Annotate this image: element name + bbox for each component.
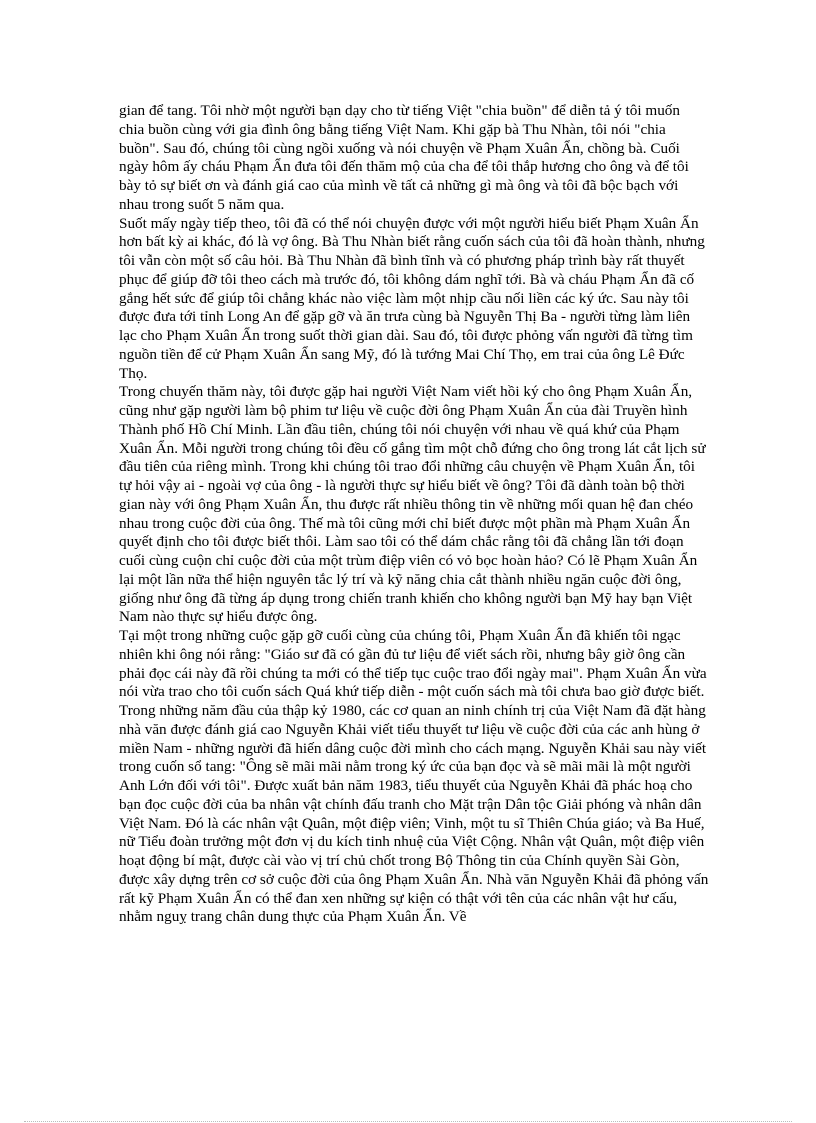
paragraph-3: Trong chuyến thăm này, tôi được gặp hai người Việt Nam viết hồi ký cho ông Phạm Xuân Ẩn, cũng như gặp người làm bộ phim tư liệu về cuộc đời ông Phạm Xuân Ẩn của đài Truyền hình Thành phố Hồ Chí Minh. Lần đầu tiên, chúng tôi nói chuyện với nhau về quá khứ của Phạm Xuân Ẩn. Mỗi người trong chúng tôi đều cố gắng tìm một chỗ đứng cho ông trong lát cắt lịch sử đầu tiên của riêng mình. Trong khi chúng tôi trao đổi những câu chuyện về Phạm Xuân Ẩn, tôi tự hỏi vậy ai - ngoài vợ của ông - là người thực sự hiểu biết về ông? Tôi đã dành toàn bộ thời gian này với ông Phạm Xuân Ẩn, thu được rất nhiều thông tin về những mối quan hệ đan chéo nhau trong cuộc đời của ông. Thế mà tôi cũng mới chỉ biết được một phần mà Phạm Xuân Ẩn quyết định cho tôi được biết thôi. Làm sao tôi có thể dám chắc rằng tôi đã chẳng lần tới đoạn cuối cùng cuộn chỉ cuộc đời của một trùm điệp viên có vỏ bọc hoàn hảo? Có lẽ Phạm Xuân Ẩn lại một lần nữa thể hiện nguyên tắc lý trí và kỹ năng chia cắt thành nhiều ngăn cuộc đời ông, giống như ông đã từng áp dụng trong chiến tranh khiến cho không người bạn Mỹ hay bạn Việt Nam nào thực sự hiểu được ông. [119, 383, 706, 626]
page-bottom-divider [24, 1121, 792, 1122]
paragraph-1: gian để tang. Tôi nhờ một người bạn dạy cho từ tiếng Việt "chia buồn" để diễn tả ý tôi muốn chia buồn cùng với gia đình ông bằng tiếng Việt Nam. Khi gặp bà Thu Nhàn, tôi nói "chia buồn". Sau đó, chúng tôi cùng ngồi xuống và nói chuyện về Phạm Xuân Ẩn, chồng bà. Cuối ngày hôm ấy cháu Phạm Ẩn đưa tôi đến thăm mộ của cha để tôi thắp hương cho ông và để tôi bày tỏ sự biết ơn và đánh giá cao của mình về tất cả những gì mà ông và tôi đã bộc bạch với nhau trong suốt 5 năm qua. [119, 102, 689, 213]
paragraph-2: Suốt mấy ngày tiếp theo, tôi đã có thể nói chuyện được với một người hiểu biết Phạm Xuân Ẩn hơn bất kỳ ai khác, đó là vợ ông. Bà Thu Nhàn biết rằng cuốn sách của tôi đã hoàn thành, nhưng tôi vẫn còn một số câu hỏi. Bà Thu Nhàn đã bình tĩnh và có phương pháp trình bày rất thuyết phục để giúp đỡ tôi theo cách mà trước đó, tôi không dám nghĩ tới. Bà và cháu Phạm Ẩn đã cố gắng hết sức để giúp tôi chẳng khác nào việc làm một nhịp cầu nối liền các ký ức. Sau này tôi được đưa tới tỉnh Long An để gặp gỡ và ăn trưa cùng bà Nguyễn Thị Ba - người từng làm liên lạc cho Phạm Xuân Ẩn trong suốt thời gian dài. Sau đó, tôi được phỏng vấn người đã từng tìm nguồn tiền để cử Phạm Xuân Ẩn sang Mỹ, đó là tướng Mai Chí Thọ, em trai của ông Lê Đức Thọ. [119, 214, 705, 382]
body-text [119, 102, 709, 927]
paragraph-4: Tại một trong những cuộc gặp gỡ cuối cùng của chúng tôi, Phạm Xuân Ẩn đã khiến tôi ngạc nhiên khi ông nói rằng: "Giáo sư đã có gần đủ tư liệu để viết sách rồi, nhưng bây giờ ông cần phải đọc cái này đã rồi chúng ta mới có thể tiếp tục cuộc trao đổi ngày mai". Phạm Xuân Ẩn vừa nói vừa trao cho tôi cuốn sách Quá khứ tiếp diễn - một cuốn sách mà tôi chưa bao giờ được biết. Trong những năm đầu của thập kỷ 1980, các cơ quan an ninh chính trị của Việt Nam đã đặt hàng nhà văn được đánh giá cao Nguyễn Khải viết tiểu thuyết tư liệu về cuộc đời của các anh hùng ở miền Nam - những người đã hiến dâng cuộc đời mình cho cách mạng. Nguyễn Khải sau này viết trong cuốn sổ tang: "Ông sẽ mãi mãi nằm trong ký ức của bạn đọc và sẽ mãi mãi là một người Anh Lớn đối với tôi". Được xuất bản năm 1983, tiểu thuyết của Nguyễn Khải đã phác hoạ cho bạn đọc cuộc đời của ba nhân vật chính đấu tranh cho Mặt trận Dân tộc Giải phóng và nhân dân Việt Nam. Đó là các nhân vật Quân, một điệp viên; Vinh, một tu sĩ Thiên Chúa giáo; và Ba Huế, nữ Tiểu đoàn trưởng một đơn vị du kích tinh nhuệ của Việt Cộng. Nhân vật Quân, một điệp viên hoạt động bí mật, được cài vào vị trí chủ chốt trong Bộ Thông tin của Chính quyền Sài Gòn, được xây dựng trên cơ sở cuộc đời của ông Phạm Xuân Ẩn. Nhà văn Nguyễn Khải đã phỏng vấn rất kỹ Phạm Xuân Ẩn có thể đan xen những sự kiện có thật với tên của các nhân vật hư cấu, nhằm nguỵ trang chân dung thực của Phạm Xuân Ẩn. Về [119, 627, 709, 926]
